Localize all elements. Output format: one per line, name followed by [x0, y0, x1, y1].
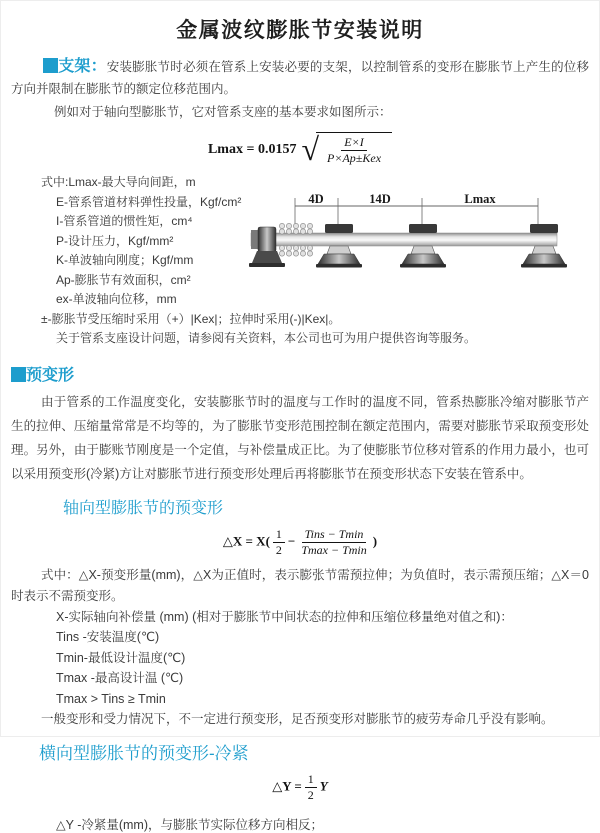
axial-frac-numerator: Tins − Tmin — [302, 527, 367, 543]
dim-label-lmax: Lmax — [464, 192, 496, 206]
lateral-preform-formula — [1, 772, 599, 803]
axial-note-1: 式中：△X-预变形量(mm)，△X为正值时，表示膨张节需预拉伸；为负值时，表示需预压缩；△X＝0时表示不需预变形。 — [11, 567, 589, 603]
lateral-frac-denominator: 2 — [307, 787, 314, 802]
dim-label-4d: 4D — [308, 192, 324, 206]
preform-paragraph: 由于管系的工作温度变化，安装膨胀节时的温度与工作时的温度不同，管系热膨胀冷缩对膨胀节产生的拉伸、压缩量常常是不均等的，为了膨胀节变形范围控制在额定范围内，需要对膨胀节采取预变形处理。另外，由于膨账节刚度是一个定值，与补偿量成正比。为了使膨胀节位移对管系的作用力最小，也可以采用预变形(冷紧)方让对膨胀节进行预变形处理后再将膨胀节在预变形状态下安装在管系中。 — [11, 394, 589, 481]
axial-note-2: X-实际轴向补偿量 (mm) (相对于膨胀节中间状态的拉伸和压缩位移量绝对值之和)： — [56, 609, 513, 624]
half-denominator: 2 — [275, 542, 282, 557]
axial-formula-lhs: △X = X( — [222, 532, 270, 548]
pipe — [251, 233, 557, 246]
definition-line: I-管系管道的惯性矩，cm⁴ — [56, 214, 193, 228]
definition-line: P-设计压力，Kgf/mm² — [56, 233, 174, 248]
lateral-preform-heading: 横向型膨胀节的预变形-冷紧 — [39, 743, 249, 763]
axial-note-3: 一般变形和受力情况下，不一定进行预变形，足否预变形对膨胀节的疲劳寿命几乎没有影响。 — [41, 712, 554, 726]
definition-line: ±-膨胀节受压缩时采用（+）|Kex|；拉伸时采用(-)|Kex|。 — [41, 311, 341, 326]
lateral-note: △Y -冷紧量(mm)，与膨胀节实际位移方向相反； — [56, 817, 324, 832]
radical-sign-icon: √ — [301, 130, 320, 167]
preform-section-label: 预变形 — [26, 366, 75, 384]
support-paragraph-text: 安装膨胀节时必须在管系上安装必要的支架，以控制管系的变形在膨胀节上产生的位移方向并限制在膨胀节的额定位移范围内。 — [11, 60, 589, 96]
preform-section-header — [11, 362, 599, 385]
axial-temp-line: Tmax -最高设计温 (℃) — [56, 671, 184, 685]
support-example-line: 例如对于轴向型膨胀节，它对管系支座的基本要求如图所示： — [54, 105, 392, 119]
axial-temp-line: Tmin-最低设计温度(℃) — [56, 650, 186, 665]
support-section-label: 支架： — [58, 58, 107, 75]
lmax-formula — [1, 132, 599, 166]
pipe-support-diagram — [249, 193, 597, 289]
lmax-formula-numerator: E×I — [341, 135, 366, 151]
support-paragraph — [11, 56, 589, 100]
lmax-formula-denominator: P×Ap±Kex — [327, 151, 382, 165]
page-title: 金属波纹膨胀节安装说明 — [176, 19, 424, 42]
lateral-formula-rhs: Y — [319, 777, 328, 793]
axial-preform-heading: 轴向型膨胀节的预变形 — [63, 499, 224, 517]
sqrt-radical — [301, 132, 392, 166]
axial-frac-denominator: Tmax − Tmin — [301, 542, 367, 557]
minus-op: − — [287, 532, 296, 548]
axial-formula-close: ) — [372, 532, 378, 548]
pipe-support-diagram-svg — [249, 193, 597, 289]
definition-line: 式中:Lmax-最大导向间距，m — [41, 175, 196, 189]
axial-temp-line: Tmax > Tins ≥ Tmin — [56, 691, 166, 706]
lateral-formula-lhs: △Y = — [272, 777, 302, 793]
lmax-formula-lhs: Lmax = 0.0157 — [207, 141, 297, 157]
axial-preform-formula — [1, 527, 599, 558]
lateral-frac-numerator: 1 — [305, 772, 317, 788]
definition-line: Ap-膨胀节有效面积，cm² — [56, 272, 191, 287]
dim-label-14d: 14D — [369, 192, 391, 206]
definition-line: ex-单波轴向位移，mm — [56, 292, 177, 306]
section-square-icon — [43, 58, 58, 73]
definition-line: E-管系管道材料弹性投量，Kgf/cm² — [56, 194, 242, 209]
definition-line: K-单波轴向刚度；Kgf/mm — [56, 253, 194, 267]
definition-line: 关于管系支座设计问题，请参阅有关资料，本公司也可为用户提供咨询等服务。 — [56, 331, 477, 345]
section-square-icon — [11, 367, 26, 382]
half-numerator: 1 — [273, 527, 285, 543]
axial-temp-line: Tins -安装温度(℃) — [56, 630, 160, 644]
